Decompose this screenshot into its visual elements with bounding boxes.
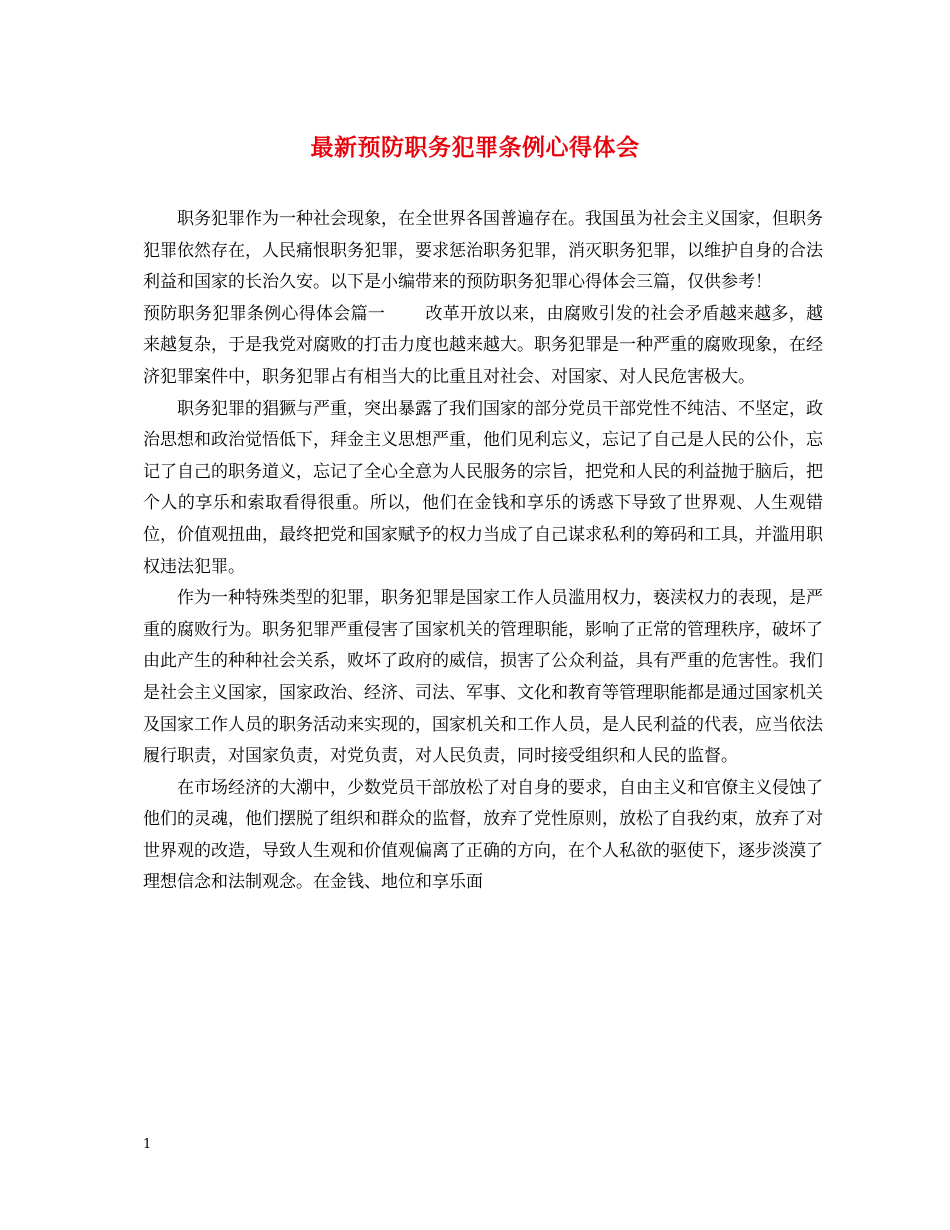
section-one-text: 改革开放以来，由腐败引发的社会矛盾越来越多，越来越复杂，于是我党对腐败的打击力度也越来越大。职务犯罪是一种严重的腐败现象，在经济犯罪案件中，职务犯罪占有相当大的比重且对社会、对国家、对人民危害极大。 — [143, 303, 824, 387]
body-paragraph-4: 在市场经济的大潮中，少数党员干部放松了对自身的要求，自由主义和官僚主义侵蚀了他们的灵魂，他们摆脱了组织和群众的监督，放弃了党性原则，放松了自我约束，放弃了对世界观的改造，导致人生观和价值观偏离了正确的方向，在个人私欲的驱使下，逐步淡漠了理想信念和法制观念。在金钱、地位和享乐面 — [143, 777, 823, 893]
body-paragraph-3: 作为一种特殊类型的犯罪，职务犯罪是国家工作人员滥用权力，亵渎权力的表现，是严重的腐败行为。职务犯罪严重侵害了国家机关的管理职能，影响了正常的管理秩序，破坏了由此产生的种种社会关系，败坏了政府的威信，损害了公众利益，具有严重的危害性。我们是社会主义国家，国家政治、经济、司法、军事、文化和教育等管理职能都是通过国家机关及国家工作人员的职务活动来实现的，国家机关和工作人员，是人民利益的代表，应当依法履行职责，对国家负责，对党负责，对人民负责，同时接受组织和人民的监督。 — [143, 588, 823, 767]
section-one-paragraph — [143, 299, 823, 394]
document-title: 最新预防职务犯罪条例心得体会 — [310, 134, 640, 161]
page-number: 1 — [143, 1137, 152, 1152]
intro-paragraph: 职务犯罪作为一种社会现象，在全世界各国普遍存在。我国虽为社会主义国家，但职务犯罪依然存在，人民痛恨职务犯罪，要求惩治职务犯罪，消灭职务犯罪，以维护自身的合法利益和国家的长治久安。以下是小编带来的预防职务犯罪心得体会三篇，仅供参考！ — [143, 209, 823, 293]
body-paragraph-2: 职务犯罪的猖獗与严重，突出暴露了我们国家的部分党员干部党性不纯洁、不坚定，政治思想和政治觉悟低下，拜金主义思想严重，他们见利忘义，忘记了自己是人民的公仆，忘记了自己的职务道义，忘记了全心全意为人民服务的宗旨，把党和人民的利益抛于脑后，把个人的享乐和索取看得很重。所以，他们在金钱和享乐的诱惑下导致了世界观、人生观错位，价值观扭曲，最终把党和国家赋予的权力当成了自己谋求私利的筹码和工具，并滥用职权违法犯罪。 — [143, 398, 823, 577]
document-body — [143, 204, 823, 899]
section-heading: 预防职务犯罪条例心得体会篇一 — [143, 303, 386, 324]
